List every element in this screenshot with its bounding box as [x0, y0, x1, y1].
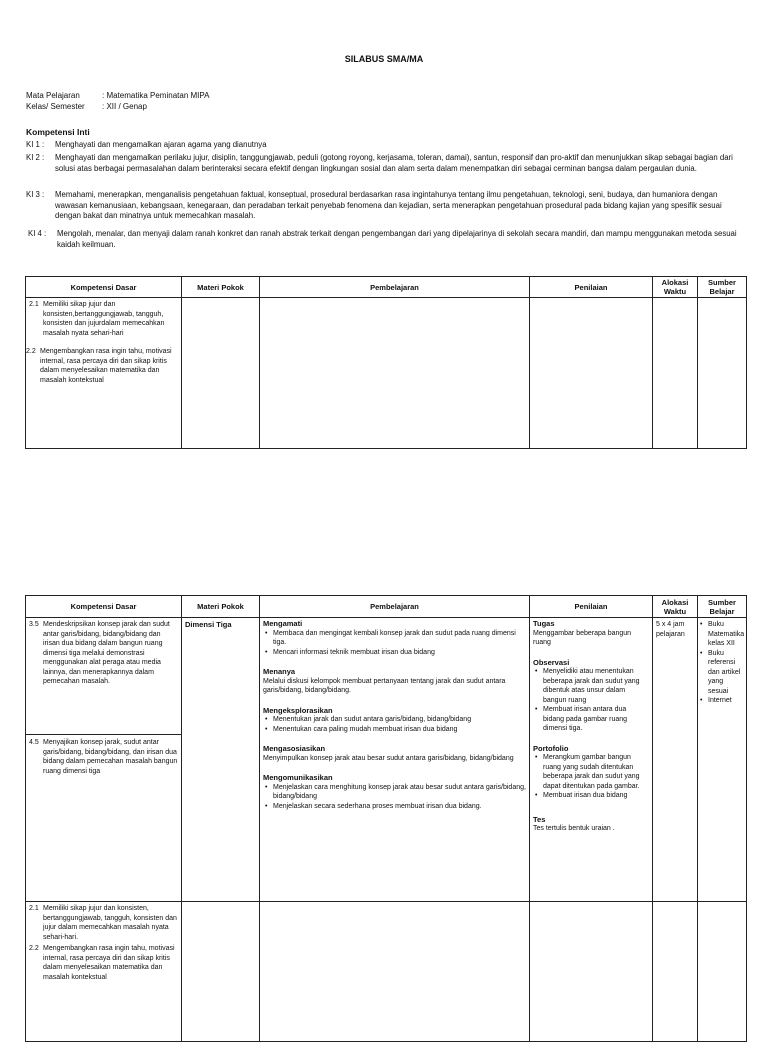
mengamati-list — [263, 629, 526, 658]
materi-cell — [182, 902, 260, 1042]
list-item: • Menentukan jarak dan sudut antara garis/bidang, bidang/bidang — [263, 715, 526, 725]
ki-item-1: KI 1 : Menghayati dan mengamalkan ajaran agama yang dianutnya — [26, 140, 746, 151]
document-title: SILABUS SMA/MA — [344, 54, 424, 64]
list-item: • Mencari informasi teknik membuat irisan dua bidang — [263, 648, 526, 658]
list-item: • Menyelidiki atau menentukan beberapa jarak dan sudut yang dibentuk atas unsur dalam bangun ruang — [533, 667, 649, 705]
table-row — [26, 902, 747, 1042]
list-item: • Buku referensi dan artikel yang sesuai — [700, 649, 743, 697]
tugas-heading: Tugas — [533, 619, 555, 628]
penilaian-cell — [530, 298, 653, 449]
kd-cell — [26, 902, 182, 1042]
subject-value: : Matematika Peminatan MIPA — [102, 91, 210, 100]
list-item: • Menentukan cara paling mudah membuat irisan dua bidang — [263, 725, 526, 735]
alokasi-cell — [653, 618, 698, 902]
header-pembelajaran: Pembelajaran — [260, 596, 530, 618]
pembelajaran-cell — [260, 618, 530, 902]
header-kd: Kompetensi Dasar — [26, 277, 182, 298]
ki-label: KI 3 — [26, 190, 40, 199]
header-pembelajaran: Pembelajaran — [260, 277, 530, 298]
ki-item-3: KI 3 : Memahami, menerapkan, menganalisis pengetahuan faktual, konseptual, prosedural berdasarkan rasa ingintahunya tentang ilmu pengetahuan, teknologi, seni, budaya, dan humaniora dengan wawasan kemanusiaan, kebangsaan, kenegaraan, dan peradaban terkait penyebab fenomena dan kejadian, serta menerapkan pengetahuan prosedural pada bidang kajian yang spesifik sesuai dengan bakat dan minatnya untuk memecahkan masalah. — [26, 190, 746, 223]
list-item: • Menjelaskan cara menghitung konsep jarak atau besar sudut antara garis/bidang, bidang/bidang — [263, 783, 526, 802]
ki-text: Menghayati dan mengamalkan ajaran agama yang dianutnya — [55, 140, 267, 149]
header-sumber: Sumber Belajar — [698, 596, 747, 618]
subject-label: Mata Pelajaran — [26, 91, 80, 100]
sumber-cell — [698, 618, 747, 902]
kd-text: Mengembangkan rasa ingin tahu, motivasi internal, rasa percaya diri dan sikap kritis dalam menyelesaikan matematika dan masalah kontekstual — [40, 348, 172, 384]
class-row — [26, 101, 147, 112]
komunikasi-list — [263, 783, 526, 812]
header-alokasi: Alokasi Waktu — [653, 277, 698, 298]
sumber-cell — [698, 298, 747, 449]
ki-label: KI 2 — [26, 153, 40, 162]
kd-number: 2.1 — [29, 905, 39, 912]
ki-label: KI 1 — [26, 140, 40, 149]
tes-heading: Tes — [533, 814, 546, 824]
ki-item-4: KI 4 : Mengolah, menalar, dan menyaji dalam ranah konkret dan ranah abstrak terkait dengan pengembangan dari yang dipelajarinya di sekolah secara mandiri, dan mampu menggunakan metoda sesuai kaidah keilmuan. — [28, 229, 748, 251]
alokasi-cell — [653, 298, 698, 449]
list-item: • Merangkum gambar bangun ruang yang sudah ditentukan beberapa jarak dan sudut yang dapat ditentukan pada gambar. — [533, 753, 649, 791]
header-alokasi: Alokasi Waktu — [653, 596, 698, 618]
list-item: • Membuat irisan dua bidang — [533, 791, 649, 801]
kd-number: 3.5 — [29, 621, 39, 628]
header-penilaian: Penilaian — [530, 277, 653, 298]
kd-text: Mendeskripsikan konsep jarak dan sudut antar garis/bidang, bidang/bidang dan irisan dua bidang dalam bangun ruang dimensi tiga melalui demonstrasi menggunakan alat peraga atau media lainnya, dan menerapkannya dalam pemecahan masalah. — [43, 621, 170, 685]
table-header-row — [26, 277, 747, 298]
class-label: Kelas/ Semester — [26, 102, 85, 111]
table-header-row — [26, 596, 747, 618]
list-item: • Menjelaskan secara sederhana proses membuat irisan dua bidang. — [263, 802, 526, 812]
syllabus-table-2 — [25, 595, 747, 1042]
materi-cell — [182, 618, 260, 902]
observasi-heading: Observasi — [533, 657, 570, 667]
kd-number: 2.1 — [29, 301, 39, 308]
header-sumber: Sumber Belajar — [698, 277, 747, 298]
list-item: • Internet — [700, 696, 743, 706]
ki-text: Mengolah, menalar, dan menyaji dalam ranah konkret dan ranah abstrak terkait dengan pengembangan dari yang dipelajarinya di sekolah secara mandiri, dan mampu menggunakan metoda sesuai kaidah keilmuan. — [57, 229, 737, 249]
tugas-text: Menggambar beberapa bangun ruang — [533, 629, 632, 646]
kd-cell — [26, 298, 182, 449]
kd-number: 2.2 — [26, 348, 36, 355]
kd-text: Mengembangkan rasa ingin tahu, motivasi internal, rasa percaya diri dan sikap kritis dalam menyelesaikan matematika dan masalah kontekstual — [43, 945, 175, 981]
list-item: • Membaca dan mengingat kembali konsep jarak dan sudut pada ruang dimensi tiga. — [263, 629, 526, 648]
ki-text: Menghayati dan mengamalkan perilaku jujur, disiplin, tanggungjawab, peduli (gotong royong, kerjasama, toleran, damai), santun, responsif dan pro-aktif dan menunjukkan sikap sebagai bagian dari solusi atas berbagai permasalahan dalam berinteraksi secara efektif dengan lingkungan sosial dan alam serta dalam menempatkan diri sebagai cerminan bangsa dalam pergaulan dunia. — [55, 153, 733, 173]
menanya-heading: Menanya — [263, 667, 296, 676]
asosiasi-heading: Mengasosiasikan — [263, 744, 326, 753]
header-penilaian: Penilaian — [530, 596, 653, 618]
eksplorasi-list — [263, 715, 526, 734]
mengamati-heading: Mengamati — [263, 619, 303, 628]
header-materi: Materi Pokok — [182, 596, 260, 618]
portofolio-heading: Portofolio — [533, 743, 569, 753]
kd-number: 4.5 — [29, 739, 39, 746]
komunikasi-heading: Mengomunikasikan — [263, 773, 333, 782]
tes-text: Tes tertulis bentuk uraian . — [533, 825, 615, 832]
kd-text: Memiliki sikap jujur dan konsisten, bertanggungjawab, tangguh, konsisten dan jujur dalam memecahkan masalah nyata sehari-hari. — [43, 905, 177, 941]
penilaian-cell — [530, 618, 653, 902]
sumber-list — [700, 620, 743, 706]
kd-number: 2.2 — [29, 945, 39, 952]
list-item: • Buku Matematika kelas XII — [700, 620, 743, 649]
alokasi-cell — [653, 902, 698, 1042]
ki-item-2: KI 2 : Menghayati dan mengamalkan perilaku jujur, disiplin, tanggungjawab, peduli (gotong royong, kerjasama, toleran, damai), santun, responsif dan pro-aktif dan menunjukkan sikap sebagai bagian dari solusi atas berbagai permasalahan dalam berinteraksi secara efektif dengan lingkungan sosial dan alam serta dalam menempatkan diri sebagai cerminan bangsa dalam pergaulan dunia. — [26, 153, 746, 186]
pembelajaran-cell — [260, 298, 530, 449]
kd-cell — [26, 618, 182, 902]
ki-text: Memahami, menerapkan, menganalisis pengetahuan faktual, konseptual, prosedural berdasarkan rasa ingintahunya tentang ilmu pengetahuan, teknologi, seni, budaya, dan humaniora dengan wawasan kemanusiaan, kebangsaan, kenegaraan, dan peradaban terkait penyebab fenomena dan kejadian, serta menerapkan pengetahuan prosedural pada bidang kajian yang spesifik sesuai dengan bakat dan minatnya untuk memecahkan masalah. — [55, 190, 722, 220]
kd-text: Memiliki sikap jujur dan konsisten,bertanggungjawab, tangguh, konsisten dan jujurdalam memecahkan masalah nyata sehari-hari — [43, 301, 165, 337]
ki-heading: Kompetensi Inti — [26, 127, 90, 137]
class-value: : XII / Genap — [102, 102, 147, 111]
ki-label: KI 4 — [28, 229, 42, 238]
penilaian-cell — [530, 902, 653, 1042]
subject-row — [26, 90, 209, 101]
portofolio-list — [533, 753, 649, 801]
asosiasi-text: Menyimpulkan konsep jarak atau besar sudut antara garis/bidang, bidang/bidang — [263, 754, 514, 762]
table-row — [26, 298, 747, 449]
materi-text: Dimensi Tiga — [185, 620, 232, 629]
menanya-text: Melalui diskusi kelompok membuat pertanyaan tentang jarak dan sudut antara garis/bidang, bidang/bidang. — [263, 677, 506, 694]
header-materi: Materi Pokok — [182, 277, 260, 298]
alokasi-text: 5 x 4 jam pelajaran — [656, 621, 685, 638]
observasi-list — [533, 667, 649, 734]
list-item: • Membuat irisan antara dua bidang pada gambar ruang dimensi tiga. — [533, 705, 649, 734]
pembelajaran-cell — [260, 902, 530, 1042]
header-kd: Kompetensi Dasar — [26, 596, 182, 618]
materi-cell — [182, 298, 260, 449]
eksplorasi-heading: Mengeksplorasikan — [263, 705, 333, 715]
table-row — [26, 618, 747, 902]
sumber-cell — [698, 902, 747, 1042]
kd-text: Menyajikan konsep jarak, sudut antar garis/bidang, bidang/bidang, dan irisan dua bidang dalam pemecahan masalah bangun ruang dimensi tiga — [43, 739, 178, 775]
syllabus-table-1 — [25, 276, 747, 449]
